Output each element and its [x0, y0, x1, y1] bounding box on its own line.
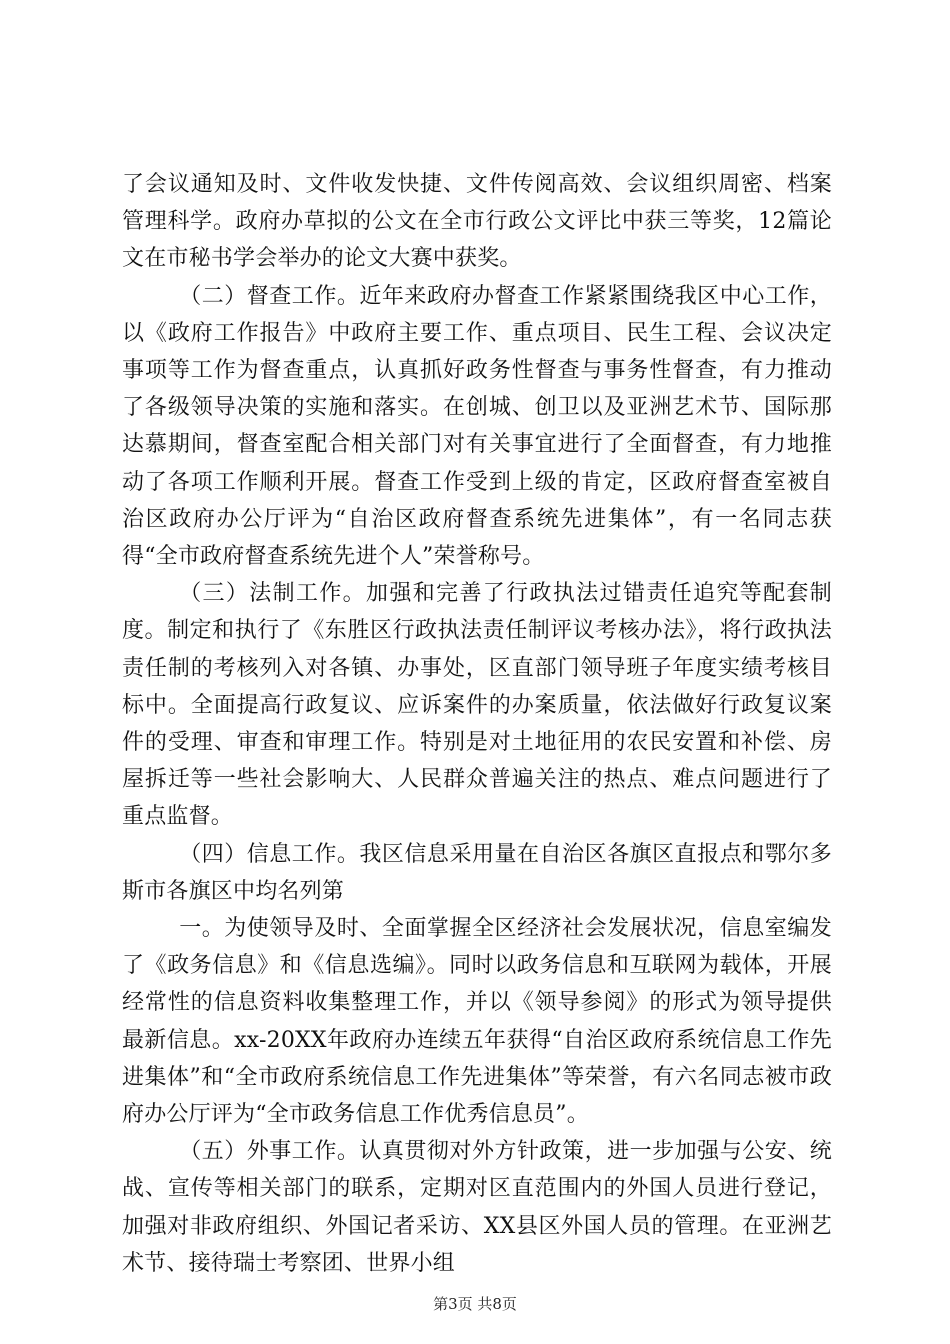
paragraph-supervision: （二）督查工作。近年来政府办督查工作紧紧围绕我区中心工作，以《政府工作报告》中政府主要工作、重点项目、民生工程、会议决定事项等工作为督查重点，认真抓好政务性督查与事务性督查，有力推动了各级领导决策的实施和落实。在创城、创卫以及亚洲艺术节、国际那达慕期间，督查室配合相关部门对有关事宜进行了全面督查，有力地推动了各项工作顺利开展。督查工作受到上级的肯定，区政府督查室被自治区政府办公厅评为“自治区政府督查系统先进集体”，有一名同志获得“全市政府督查系统先进个人”荣誉称号。: [122, 283, 832, 570]
paragraph-continuation: 了会议通知及时、文件收发快捷、文件传阅高效、会议组织周密、档案管理科学。政府办草拟的公文在全市行政公文评比中获三等奖，12篇论文在市秘书学会举办的论文大赛中获奖。: [122, 172, 832, 272]
document-body: [122, 166, 832, 1282]
paragraph-information-continued: 一。为使领导及时、全面掌握全区经济社会发展状况，信息室编发了《政务信息》和《信息选编》。同时以政务信息和互联网为载体，开展经常性的信息资料收集整理工作，并以《领导参阅》的形式为领导提供最新信息。xx-20XX年政府办连续五年获得“自治区政府系统信息工作先进集体”和“全市政府系统信息工作先进集体”等荣誉，有六名同志被市政府办公厅评为“全市政务信息工作优秀信息员”。: [122, 916, 832, 1128]
paragraph-information: （四）信息工作。我区信息采用量在自治区各旗区直报点和鄂尔多斯市各旗区中均名列第: [122, 841, 832, 904]
page-number-footer: 第3页 共8页: [433, 1295, 517, 1313]
paragraph-legal: （三）法制工作。加强和完善了行政执法过错责任追究等配套制度。制定和执行了《东胜区行政执法责任制评议考核办法》，将行政执法责任制的考核列入对各镇、办事处，区直部门领导班子年度实绩考核目标中。全面提高行政复议、应诉案件的办案质量，依法做好行政复议案件的受理、审查和审理工作。特别是对土地征用的农民安置和补偿、房屋拆迁等一些社会影响大、人民群众普遍关注的热点、难点问题进行了重点监督。: [122, 581, 832, 830]
paragraph-foreign-affairs: （五）外事工作。认真贯彻对外方针政策，进一步加强与公安、统战、宣传等相关部门的联系，定期对区直范围内的外国人员进行登记，加强对非政府组织、外国记者采访、XX县区外国人员的管理。在亚洲艺术节、接待瑞士考察团、世界小组: [122, 1139, 832, 1276]
